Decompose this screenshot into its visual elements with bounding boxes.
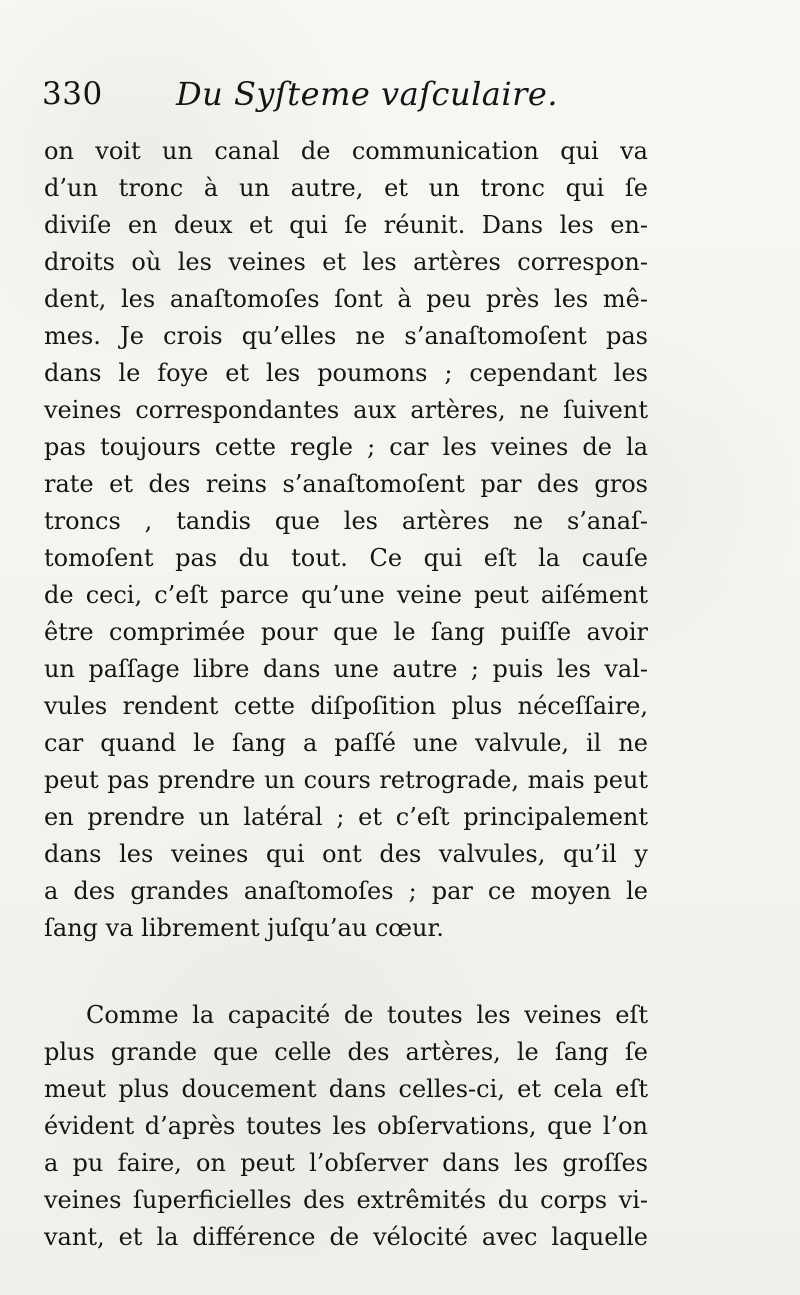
text-line: droits où les veines et les artères correspon-	[44, 248, 648, 276]
text-line: vules rendent cette diſpoſition plus néceſſaire,	[44, 692, 648, 720]
text-line: un paſſage libre dans une autre ; puis les val-	[44, 655, 648, 683]
text-line: dans les veines qui ont des valvules, qu’il y	[44, 840, 648, 868]
text-line: être comprimée pour que le ſang puiſſe avoir	[44, 618, 648, 646]
text-line: d’un tronc à un autre, et un tronc qui ſe	[44, 174, 648, 202]
text-line: évident d’après toutes les obſervations, que l’on	[44, 1112, 648, 1140]
text-line: dans le foye et les poumons ; cependant les	[44, 359, 648, 387]
text-line: veines correspondantes aux artères, ne ſuivent	[44, 396, 648, 424]
body-paragraph-1	[44, 133, 648, 947]
text-line: de ceci, c’eſt parce qu’une veine peut aiſément	[44, 581, 648, 609]
text-line: dent, les anaſtomoſes ſont à peu près les mê-	[44, 285, 648, 313]
text-line: car quand le ſang a paſſé une valvule, il ne	[44, 729, 648, 757]
text-line: Comme la capacité de toutes les veines eſt	[86, 1001, 648, 1029]
text-line: ſang va librement juſqu’au cœur.	[44, 914, 444, 942]
text-line: plus grande que celle des artères, le ſang ſe	[44, 1038, 648, 1066]
text-line: on voit un canal de communication qui va	[44, 137, 648, 165]
text-line: rate et des reins s’anaſtomoſent par des gros	[44, 470, 648, 498]
text-line: pas toujours cette regle ; car les veines de la	[44, 433, 648, 461]
text-line: en prendre un latéral ; et c’eſt principalement	[44, 803, 648, 831]
text-line: peut pas prendre un cours retrograde, mais peut	[44, 766, 648, 794]
text-line: a des grandes anaſtomoſes ; par ce moyen le	[44, 877, 648, 905]
text-line: veines ſuperficielles des extrêmités du corps vi-	[44, 1186, 648, 1214]
body-paragraph-2	[44, 997, 648, 1256]
page-header	[0, 74, 800, 118]
text-line: meut plus doucement dans celles-ci, et cela eſt	[44, 1075, 648, 1103]
text-line: troncs , tandis que les artères ne s’anaſ-	[44, 507, 648, 535]
page-number: 330	[42, 76, 103, 112]
text-line: mes. Je crois qu’elles ne s’anaſtomoſent pas	[44, 322, 648, 350]
text-line: diviſe en deux et qui ſe réunit. Dans les en-	[44, 211, 648, 239]
running-title: Du Syſteme vaſculaire.	[176, 75, 559, 113]
text-line: tomoſent pas du tout. Ce qui eſt la cauſe	[44, 544, 648, 572]
text-line: vant, et la différence de vélocité avec laquelle	[44, 1223, 648, 1251]
text-line: a pu faire, on peut l’obſerver dans les groſſes	[44, 1149, 648, 1177]
